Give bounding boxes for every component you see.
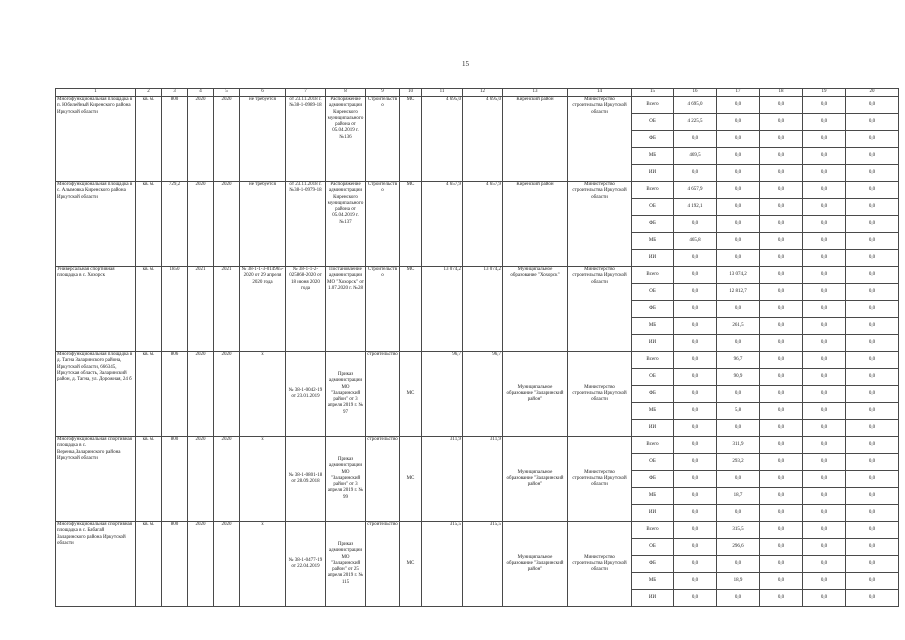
- end-year: 2020: [214, 182, 240, 267]
- funding-value: 0,0: [674, 335, 717, 352]
- funding-value: 0,0: [803, 301, 846, 318]
- object-type: МС: [400, 267, 422, 352]
- funding-value: 0,0: [760, 556, 803, 573]
- funding-value: 0,0: [803, 165, 846, 182]
- funding-value: 0,0: [846, 437, 899, 454]
- funding-source: ФБ: [632, 471, 674, 488]
- funding-value: 0,0: [760, 369, 803, 386]
- table-row: [56, 267, 899, 284]
- funding-value: 0,0: [846, 216, 899, 233]
- total-cost: 4 695,0: [422, 97, 463, 182]
- funding-value: 0,0: [760, 250, 803, 267]
- funding-value: 0,0: [760, 420, 803, 437]
- funding-value: 0,0: [760, 403, 803, 420]
- funding-value: 96,7: [717, 352, 760, 369]
- funding-value: 0,0: [846, 318, 899, 335]
- funding-value: 0,0: [846, 233, 899, 250]
- column-number: 6: [240, 89, 286, 97]
- capacity: 800: [162, 522, 188, 607]
- funding-value: 0,0: [803, 522, 846, 539]
- funding-value: 0,0: [760, 454, 803, 471]
- funding-value: 0,0: [760, 437, 803, 454]
- funding-value: 0,0: [760, 284, 803, 301]
- column-number: 4: [188, 89, 214, 97]
- expertise: х: [240, 522, 286, 607]
- funding-value: 90,9: [717, 369, 760, 386]
- responsible-ministry: Министерство строительства Иркутской области: [568, 522, 632, 607]
- funding-value: 0,0: [803, 488, 846, 505]
- object-name: Многофункциональная спортивная площадка в с. Бабагай Заларинского района Иркутской области: [56, 522, 136, 607]
- funding-value: 0,0: [803, 403, 846, 420]
- funding-value: 0,0: [717, 505, 760, 522]
- object-name: Универсальная спортивная площадка в с. Хохорск: [56, 267, 136, 352]
- funding-value: 0,0: [846, 199, 899, 216]
- column-number: 8: [326, 89, 366, 97]
- column-number: 3: [162, 89, 188, 97]
- object-type: МС: [400, 182, 422, 267]
- column-number: 19: [803, 89, 846, 97]
- project-document: № 38-1-1-2-025868-2020 от 18 июня 2020 года: [286, 267, 326, 352]
- funding-value: 0,0: [846, 250, 899, 267]
- customer: Муниципальное образование "Заларинский район": [503, 522, 568, 607]
- funding-value: 0,0: [803, 148, 846, 165]
- approval-document: Распоряжение администрации Киренского муниципального района от 05.04.2019 г. №137: [326, 182, 366, 267]
- project-document: № 38-1-0801-18 от 28.09.2018: [286, 437, 326, 522]
- start-year: 2020: [188, 437, 214, 522]
- funding-value: 0,0: [846, 556, 899, 573]
- customer: Муниципальное образование "Хохорск": [503, 267, 568, 352]
- approval-document: Приказ администрации МО "Заларинский район" от 3 апреля 2019 г. № 99: [326, 437, 366, 522]
- page-number: 15: [462, 60, 469, 68]
- funding-value: 0,0: [803, 556, 846, 573]
- end-year: 2020: [214, 352, 240, 437]
- funding-source: ОБ: [632, 369, 674, 386]
- column-number: 18: [760, 89, 803, 97]
- funding-source: МБ: [632, 318, 674, 335]
- table-row: [56, 97, 899, 114]
- funding-source: ИИ: [632, 420, 674, 437]
- funding-source: МБ: [632, 148, 674, 165]
- approval-document: Приказ администрации МО "Заларинский район" от 25 апреля 2019 г. № 115: [326, 522, 366, 607]
- funding-source: ИИ: [632, 250, 674, 267]
- responsible-ministry: Министерство строительства Иркутской области: [568, 352, 632, 437]
- funding-value: 0,0: [846, 97, 899, 114]
- funding-value: 0,0: [846, 165, 899, 182]
- funding-source: ФБ: [632, 131, 674, 148]
- customer: Киренский район: [503, 182, 568, 267]
- start-year: 2020: [188, 97, 214, 182]
- object-name: Многофункциональная площадка в п. Юбилейный Киренского района Иркутской области: [56, 97, 136, 182]
- approval-document: Распоряжение администрации Киренского муниципального района от 05.04.2019 г. №136: [326, 97, 366, 182]
- work-type: строительство: [366, 437, 400, 522]
- funding-value: 293,2: [717, 454, 760, 471]
- funding-source: МБ: [632, 403, 674, 420]
- funding-value: 0,0: [760, 505, 803, 522]
- funding-value: 18,9: [717, 573, 760, 590]
- responsible-ministry: Министерство строительства Иркутской области: [568, 182, 632, 267]
- funding-source: Всего: [632, 437, 674, 454]
- approval-document: Постановление администрации МО "Хохорск" от 1.07.2020 г. №28: [326, 267, 366, 352]
- funding-source: ФБ: [632, 386, 674, 403]
- funding-value: 0,0: [803, 131, 846, 148]
- funding-source: ОБ: [632, 199, 674, 216]
- column-number: 9: [366, 89, 400, 97]
- funding-value: 0,0: [760, 573, 803, 590]
- funding-value: 0,0: [674, 369, 717, 386]
- funding-value: 0,0: [717, 556, 760, 573]
- work-type: строительство: [366, 522, 400, 607]
- unit: кв. м.: [136, 97, 162, 182]
- funding-source: ОБ: [632, 454, 674, 471]
- funding-value: 18,7: [717, 488, 760, 505]
- funding-value: 0,0: [760, 216, 803, 233]
- funding-value: 0,0: [717, 131, 760, 148]
- object-type: МС: [400, 352, 422, 437]
- funding-value: 0,0: [846, 488, 899, 505]
- customer: Киренский район: [503, 97, 568, 182]
- funding-source: ФБ: [632, 556, 674, 573]
- funding-source: ИИ: [632, 590, 674, 607]
- funding-value: 0,0: [674, 488, 717, 505]
- unit: кв. м.: [136, 437, 162, 522]
- funding-value: 0,0: [846, 420, 899, 437]
- end-year: 2020: [214, 97, 240, 182]
- funding-value: 0,0: [760, 97, 803, 114]
- objects-table: [55, 88, 899, 607]
- funding-value: 0,0: [674, 573, 717, 590]
- capacity: 806: [162, 352, 188, 437]
- remaining-cost: 315,5: [463, 522, 503, 607]
- funding-value: 0,0: [674, 454, 717, 471]
- funding-value: 0,0: [803, 114, 846, 131]
- funding-value: 0,0: [803, 539, 846, 556]
- funding-value: 0,0: [846, 505, 899, 522]
- funding-value: 0,0: [760, 131, 803, 148]
- column-number: 16: [674, 89, 717, 97]
- funding-value: 4 225,5: [674, 114, 717, 131]
- funding-value: 0,0: [760, 522, 803, 539]
- funding-value: 0,0: [760, 165, 803, 182]
- funding-value: 0,0: [760, 233, 803, 250]
- responsible-ministry: Министерство строительства Иркутской области: [568, 97, 632, 182]
- funding-value: 0,0: [803, 318, 846, 335]
- responsible-ministry: Министерство строительства Иркутской области: [568, 267, 632, 352]
- funding-value: 0,0: [674, 471, 717, 488]
- funding-value: 0,0: [760, 386, 803, 403]
- object-type: МС: [400, 522, 422, 607]
- funding-value: 0,0: [846, 573, 899, 590]
- funding-value: 0,0: [803, 420, 846, 437]
- responsible-ministry: Министерство строительства Иркутской области: [568, 437, 632, 522]
- funding-value: 0,0: [803, 454, 846, 471]
- funding-value: 0,0: [760, 590, 803, 607]
- funding-value: 0,0: [760, 301, 803, 318]
- funding-value: 0,0: [674, 131, 717, 148]
- funding-value: 4 192,1: [674, 199, 717, 216]
- funding-source: Всего: [632, 267, 674, 284]
- funding-value: 0,0: [803, 471, 846, 488]
- funding-source: ОБ: [632, 539, 674, 556]
- column-number: 10: [400, 89, 422, 97]
- project-document: № 38-1-0042-19 от 23.01.2019: [286, 352, 326, 437]
- table-row: [56, 352, 899, 369]
- funding-value: 465,8: [674, 233, 717, 250]
- funding-value: 12 812,7: [717, 284, 760, 301]
- start-year: 2020: [188, 522, 214, 607]
- funding-value: 0,0: [717, 114, 760, 131]
- funding-value: 0,0: [717, 233, 760, 250]
- total-cost: 315,5: [422, 522, 463, 607]
- funding-value: 0,0: [717, 386, 760, 403]
- column-number: 14: [568, 89, 632, 97]
- approval-document: Приказ администрации МО "Заларинский район" от 3 апреля 2019 г. № 97: [326, 352, 366, 437]
- remaining-cost: 13 074,2: [463, 267, 503, 352]
- funding-value: 0,0: [846, 301, 899, 318]
- funding-value: 469,5: [674, 148, 717, 165]
- funding-value: 0,0: [803, 505, 846, 522]
- funding-value: 0,0: [846, 267, 899, 284]
- funding-value: 0,0: [760, 488, 803, 505]
- funding-value: 0,0: [674, 165, 717, 182]
- unit: кв. м.: [136, 522, 162, 607]
- work-type: строительство: [366, 352, 400, 437]
- work-type: Строительство: [366, 182, 400, 267]
- funding-source: Всего: [632, 182, 674, 199]
- funding-value: 0,0: [717, 199, 760, 216]
- column-number: 12: [463, 89, 503, 97]
- capacity: 729,2: [162, 182, 188, 267]
- column-number: 20: [846, 89, 899, 97]
- funding-value: 0,0: [760, 352, 803, 369]
- funding-value: 0,0: [760, 199, 803, 216]
- funding-value: 0,0: [717, 216, 760, 233]
- remaining-cost: 4 657,9: [463, 182, 503, 267]
- funding-value: 0,0: [674, 556, 717, 573]
- unit: кв. м.: [136, 182, 162, 267]
- funding-value: 0,0: [717, 335, 760, 352]
- total-cost: 13 074,2: [422, 267, 463, 352]
- funding-value: 0,0: [674, 250, 717, 267]
- column-number-row: [56, 89, 899, 97]
- table-row: [56, 437, 899, 454]
- funding-source: ИИ: [632, 165, 674, 182]
- funding-value: 4 657,9: [674, 182, 717, 199]
- funding-value: 0,0: [760, 471, 803, 488]
- funding-value: 0,0: [803, 386, 846, 403]
- funding-value: 311,9: [717, 437, 760, 454]
- column-number: 17: [717, 89, 760, 97]
- funding-value: 13 074,2: [717, 267, 760, 284]
- funding-value: 0,0: [674, 301, 717, 318]
- funding-value: 0,0: [674, 386, 717, 403]
- funding-value: 0,0: [803, 199, 846, 216]
- object-name: Многофункциональная спортивная площадка в с. Веренка,Заларинского района Иркутской области: [56, 437, 136, 522]
- start-year: 2020: [188, 352, 214, 437]
- funding-value: 0,0: [674, 284, 717, 301]
- funding-value: 0,0: [803, 97, 846, 114]
- funding-value: 0,0: [674, 352, 717, 369]
- funding-value: 0,0: [674, 539, 717, 556]
- funding-value: 0,0: [803, 437, 846, 454]
- funding-value: 0,0: [717, 590, 760, 607]
- funding-source: ФБ: [632, 216, 674, 233]
- funding-value: 0,0: [760, 148, 803, 165]
- funding-value: 0,0: [803, 182, 846, 199]
- funding-value: 0,0: [846, 454, 899, 471]
- funding-value: 0,0: [760, 182, 803, 199]
- funding-value: 0,0: [846, 590, 899, 607]
- funding-value: 0,0: [846, 284, 899, 301]
- funding-value: 0,0: [846, 539, 899, 556]
- funding-value: 0,0: [760, 267, 803, 284]
- total-cost: 96,7: [422, 352, 463, 437]
- capacity: 800: [162, 97, 188, 182]
- capacity: 1850: [162, 267, 188, 352]
- unit: кв. м.: [136, 352, 162, 437]
- column-number: 15: [632, 89, 674, 97]
- unit: кв. м.: [136, 267, 162, 352]
- end-year: 2021: [214, 267, 240, 352]
- funding-source: Всего: [632, 522, 674, 539]
- funding-value: 0,0: [717, 148, 760, 165]
- funding-value: 0,0: [674, 505, 717, 522]
- funding-value: 0,0: [846, 352, 899, 369]
- funding-value: 0,0: [674, 216, 717, 233]
- funding-value: 0,0: [803, 216, 846, 233]
- funding-source: МБ: [632, 573, 674, 590]
- funding-value: 0,0: [674, 267, 717, 284]
- column-number: 13: [503, 89, 568, 97]
- end-year: 2020: [214, 437, 240, 522]
- funding-value: 0,0: [803, 573, 846, 590]
- funding-source: Всего: [632, 352, 674, 369]
- expertise: х: [240, 437, 286, 522]
- funding-source: Всего: [632, 97, 674, 114]
- funding-value: 0,0: [803, 267, 846, 284]
- funding-value: 0,0: [674, 420, 717, 437]
- object-type: МС: [400, 97, 422, 182]
- funding-source: ОБ: [632, 284, 674, 301]
- funding-value: 0,0: [674, 318, 717, 335]
- funding-value: 0,0: [846, 369, 899, 386]
- funding-source: ФБ: [632, 301, 674, 318]
- funding-value: 0,0: [803, 250, 846, 267]
- funding-value: 296,6: [717, 539, 760, 556]
- funding-value: 0,0: [846, 114, 899, 131]
- funding-source: ИИ: [632, 505, 674, 522]
- funding-value: 0,0: [846, 386, 899, 403]
- funding-value: 0,0: [717, 250, 760, 267]
- funding-value: 261,5: [717, 318, 760, 335]
- funding-value: 0,0: [803, 369, 846, 386]
- project-document: от 23.11.2018 г. №38-1-0989-18: [286, 97, 326, 182]
- funding-value: 0,0: [717, 165, 760, 182]
- funding-value: 0,0: [846, 335, 899, 352]
- funding-value: 0,0: [803, 284, 846, 301]
- total-cost: 311,9: [422, 437, 463, 522]
- funding-value: 0,0: [846, 131, 899, 148]
- funding-source: ИИ: [632, 335, 674, 352]
- expertise: х: [240, 352, 286, 437]
- funding-value: 0,0: [674, 590, 717, 607]
- funding-value: 5,8: [717, 403, 760, 420]
- column-number: 2: [136, 89, 162, 97]
- funding-value: 0,0: [760, 318, 803, 335]
- funding-value: 0,0: [803, 233, 846, 250]
- funding-value: 0,0: [803, 352, 846, 369]
- table-row: [56, 182, 899, 199]
- end-year: 2020: [214, 522, 240, 607]
- start-year: 2020: [188, 182, 214, 267]
- expertise: не требуется: [240, 182, 286, 267]
- customer: Муниципальное образование "Заларинский район": [503, 352, 568, 437]
- funding-value: 0,0: [717, 420, 760, 437]
- funding-value: 0,0: [717, 471, 760, 488]
- work-type: Строительство: [366, 97, 400, 182]
- column-number: 7: [286, 89, 326, 97]
- object-name: Многофункциональная площадка в с. Алымовка Киренского района Иркутской области: [56, 182, 136, 267]
- funding-value: 0,0: [803, 590, 846, 607]
- work-type: Строительство: [366, 267, 400, 352]
- funding-value: 0,0: [674, 522, 717, 539]
- expertise: № 38-1-1-3-014965-2020 от 29 апреля 2020 года: [240, 267, 286, 352]
- column-number: 11: [422, 89, 463, 97]
- object-name: Многофункциональная площадка в д. Тагна Заларинского района, Иркутской области, 666345, Иркутская область, Заларинский район, д. Тагна, ул. Дорожная, 24 б: [56, 352, 136, 437]
- funding-value: 0,0: [846, 522, 899, 539]
- total-cost: 4 657,9: [422, 182, 463, 267]
- column-number: 5: [214, 89, 240, 97]
- funding-value: 0,0: [674, 437, 717, 454]
- expertise: не требуется: [240, 97, 286, 182]
- project-document: № 38-1-0477-19 от 22.04.2019: [286, 522, 326, 607]
- remaining-cost: 311,9: [463, 437, 503, 522]
- funding-value: 4 695,0: [674, 97, 717, 114]
- funding-value: 0,0: [846, 182, 899, 199]
- funding-value: 0,0: [674, 403, 717, 420]
- funding-value: 0,0: [846, 148, 899, 165]
- funding-source: ОБ: [632, 114, 674, 131]
- funding-value: 0,0: [760, 335, 803, 352]
- column-number: 1: [56, 89, 136, 97]
- project-document: от 23.11.2018 г. №38-1-0979-18: [286, 182, 326, 267]
- funding-value: 0,0: [760, 114, 803, 131]
- funding-value: 0,0: [717, 97, 760, 114]
- funding-source: МБ: [632, 488, 674, 505]
- funding-value: 0,0: [846, 403, 899, 420]
- customer: Муниципальное образование "Заларинский район": [503, 437, 568, 522]
- capacity: 800: [162, 437, 188, 522]
- object-type: МС: [400, 437, 422, 522]
- funding-value: 0,0: [846, 471, 899, 488]
- funding-value: 0,0: [760, 539, 803, 556]
- funding-value: 0,0: [717, 182, 760, 199]
- funding-value: 0,0: [717, 301, 760, 318]
- remaining-cost: 96,7: [463, 352, 503, 437]
- funding-value: 0,0: [803, 335, 846, 352]
- remaining-cost: 4 695,0: [463, 97, 503, 182]
- table-row: [56, 522, 899, 539]
- funding-value: 315,5: [717, 522, 760, 539]
- funding-source: МБ: [632, 233, 674, 250]
- start-year: 2021: [188, 267, 214, 352]
